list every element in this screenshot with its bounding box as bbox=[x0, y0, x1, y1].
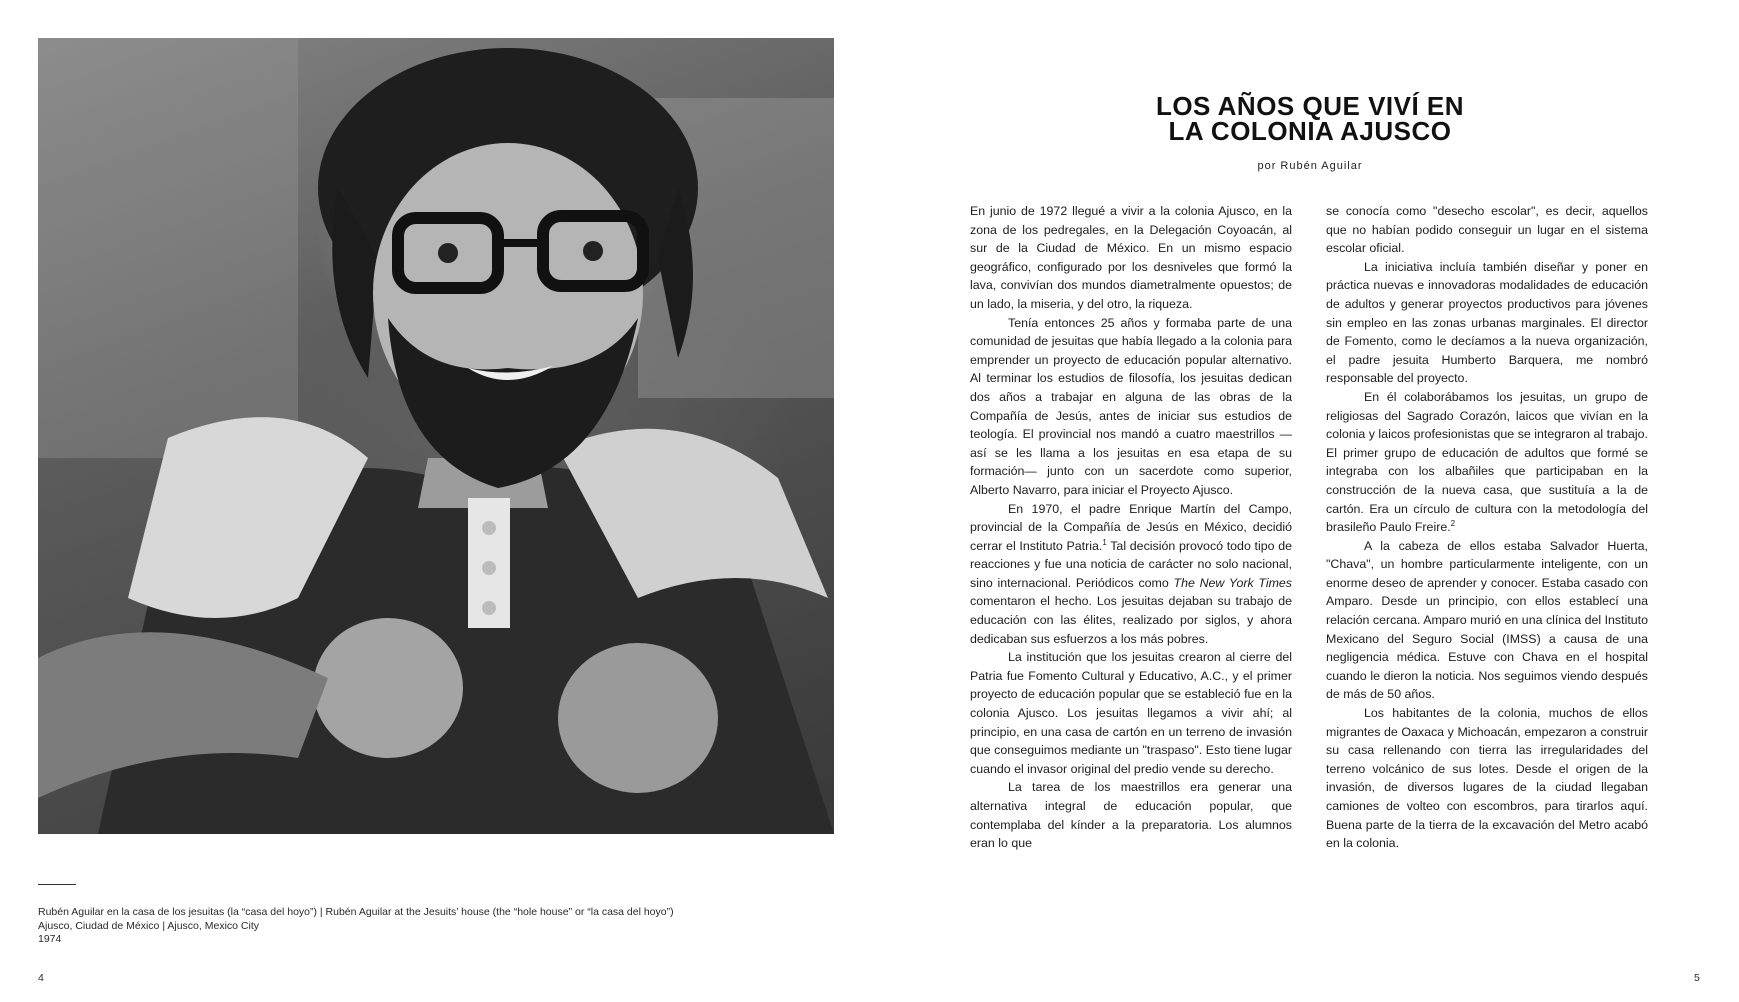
footnote-ref[interactable]: 2 bbox=[1450, 518, 1456, 528]
article-column-1 bbox=[970, 202, 1292, 853]
paragraph: La institución que los jesuitas crearon al cierre del Patria fue Fomento Cultural y Educativo, A.C., y el primer proyecto de educación popular que se estableció fue en la colonia Ajusco. Los jesuitas llegamos a vivir ahí; al principio, en una casa de cartón en un terreno de invasión que conseguimos mediante un "traspaso". Esto tiene lugar cuando el invasor original del predio vende su derecho. bbox=[970, 650, 1292, 776]
italic-title: The New York Times bbox=[1173, 575, 1293, 590]
text-span: Tal decisión provocó todo tipo de reacciones y fue una noticia de carácter no solo nacional, sino internacional. Periódicos como bbox=[970, 538, 1293, 590]
paragraph: se conocía como "desecho escolar", es decir, aquellos que no habían podido conseguir un lugar en el sistema escolar oficial. bbox=[1326, 204, 1648, 256]
page-number-right: 5 bbox=[1694, 972, 1700, 984]
paragraph: La tarea de los maestrillos era generar una alternativa integral de educación popular, que contemplaba del kínder a la preparatoria. Los alumnos eran lo que bbox=[970, 780, 1292, 851]
portrait-photo bbox=[38, 38, 834, 834]
caption-line: Rubén Aguilar en la casa de los jesuitas (la “casa del hoyo”) | Rubén Aguilar at the Jesuits’ house (the “hole house” or “la casa del hoyo”) bbox=[38, 906, 674, 918]
text-span: comentaron el hecho. Los jesuitas dejaban su trabajo de educación con las élites, realizado por siglos, y ahora dedicaban sus esfuerzos a los más pobres. bbox=[970, 594, 1292, 646]
paragraph: En junio de 1972 llegué a vivir a la colonia Ajusco, en la zona de los pedregales, en la Delegación Coyoacán, al sur de la Ciudad de México. En un mismo espacio geográfico, configurado por los desniveles que formó la lava, convivían dos mundos diametralmente opuestos; de un lado, la miseria, y del otro, la riqueza. bbox=[970, 204, 1292, 311]
paragraph: Los habitantes de la colonia, muchos de ellos migrantes de Oaxaca y Michoacán, empezaron a construir su casa rellenando con tierra las irregularidades del terreno volcánico de sus lotes. Desde el origen de la invasión, de diversos lugares de la ciudad llegaban camiones de volteo con escombros, para tirarlos aquí. Buena parte de la tierra de la excavación del Metro acabó en la colonia. bbox=[1326, 706, 1648, 851]
photo-caption bbox=[38, 906, 674, 947]
title-line: LA COLONIA AJUSCO bbox=[1168, 116, 1452, 146]
title-line: LOS AÑOS QUE VIVÍ EN bbox=[1155, 91, 1465, 121]
paragraph: Tenía entonces 25 años y formaba parte de una comunidad de jesuitas que había llegado a la colonia para emprender un proyecto de educación popular alternativo. Al terminar los estudios de filosofía, los jesuitas dedican dos años a trabajar en alguna de las obras de la Compañía de Jesús, antes de iniciar sus estudios de teología. El provincial nos mandó a cuatro maestrillos —así se les llama a los jesuitas en esa etapa de su formación— junto con un sacerdote como superior, Alberto Navarro, para iniciar el Proyecto Ajusco. bbox=[970, 315, 1292, 497]
caption-line: Ajusco, Ciudad de México | Ajusco, Mexico City bbox=[38, 919, 259, 932]
portrait-illustration bbox=[38, 38, 834, 834]
text-span: En 1970, el padre Enrique Martín del Campo, provincial de la Compañía de Jesús en México, decidió cerrar el Instituto Patria. bbox=[970, 501, 1292, 553]
article-column-2 bbox=[1326, 202, 1648, 853]
article-title bbox=[1000, 91, 1620, 146]
paragraph: A la cabeza de ellos estaba Salvador Huerta, "Chava", un hombre particularmente inteligente, con un enorme deseo de aprender y conocer. Estaba casado con Amparo. Desde un principio, con ellos establecí una relación cercana. Amparo murió en una clínica del Instituto Mexicano del Seguro Social (IMSS) a causa de una negligencia médica. Estuve con Chava en el hospital cuando le dieron la noticia. Nos seguimos viendo después de más de 50 años. bbox=[1326, 538, 1648, 702]
page-number-left: 4 bbox=[38, 972, 44, 984]
paragraph bbox=[970, 500, 1292, 649]
article-byline: por Rubén Aguilar bbox=[1257, 160, 1363, 172]
text-span: En él colaborábamos los jesuitas, un grupo de religiosas del Sagrado Corazón, laicos que vivían en la colonia y laicos profesionistas que se integraron al trabajo. El primer grupo de educación de adultos que formé se integraba con los albañiles que participaban en la construcción de la nueva casa, que sustituía a la de cartón. Era un círculo de cultura con la metodología del brasileño Paulo Freire. bbox=[1326, 389, 1648, 535]
paragraph: La iniciativa incluía también diseñar y poner en práctica nuevas e innovadoras modalidades de educación de adultos y generar proyectos productivos para jóvenes sin empleo en las zonas urbanas marginales. El director de Fomento, como le decíamos a la nueva organización, el padre jesuita Humberto Barquera, me nombró responsable del proyecto. bbox=[1326, 259, 1648, 386]
footnote-ref[interactable]: 1 bbox=[1102, 537, 1107, 547]
caption-rule bbox=[38, 884, 76, 885]
caption-line: 1974 bbox=[38, 933, 62, 945]
paragraph bbox=[1326, 388, 1648, 537]
